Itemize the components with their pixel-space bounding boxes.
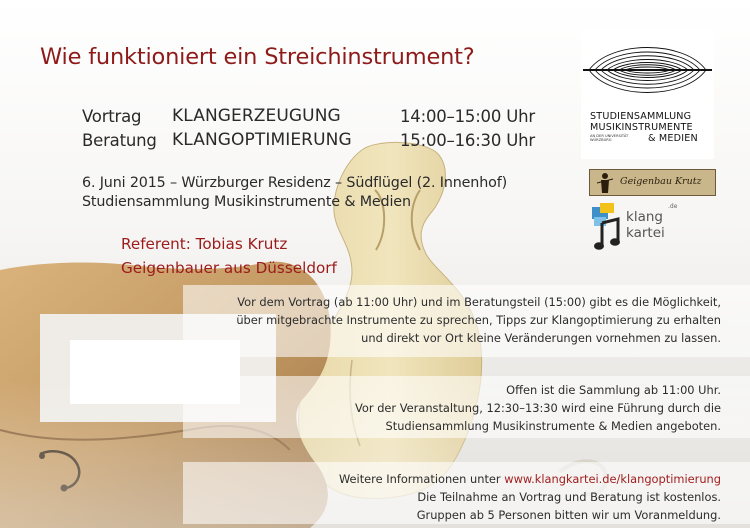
program-time-consultation: 15:00–16:30 Uhr	[400, 131, 535, 150]
lens-emblem-icon	[581, 34, 714, 104]
studiensammlung-logo	[581, 30, 714, 159]
logo-line-3: & MEDIEN	[648, 133, 698, 144]
info-prefix: Weitere Informationen unter	[338, 472, 505, 486]
program-label-talk: Vortrag	[82, 107, 142, 126]
event-organizer: Studiensammlung Musikinstrumente & Medien	[82, 194, 411, 210]
geigenbau-krutz-logo	[589, 169, 716, 196]
info-line: Vor der Veranstaltung, 12:30–13:30 wird eine Führung durch die	[355, 401, 721, 415]
info-line	[339, 471, 721, 489]
krutz-label: Geigenbau Krutz	[620, 176, 702, 187]
speaker-role: Geigenbauer aus Düsseldorf	[121, 259, 337, 277]
info-line: über mitgebrachte Instrumente zu sprechen, Tipps zur Klangoptimierung zu erhalten	[236, 313, 721, 327]
music-note-icon	[592, 201, 626, 253]
more-info-link[interactable]: www.klangkartei.de/klangoptimierung	[504, 472, 721, 486]
logo-small-2: WÜRZBURG	[590, 138, 612, 142]
info-line: Studiensammlung Musikinstrumente & Medien angeboten.	[385, 419, 721, 433]
logo-line-2: MUSIKINSTRUMENTE	[590, 122, 693, 133]
klangkartei-top: klang	[626, 209, 663, 225]
program-label-consultation: Beratung	[82, 131, 157, 150]
info-line: Offen ist die Sammlung ab 11:00 Uhr.	[506, 383, 721, 397]
info-box-contact	[183, 462, 750, 524]
klangkartei-logo	[592, 201, 676, 253]
klangkartei-bottom: kartei	[626, 225, 665, 241]
logo-line-1: STUDIENSAMMLUNG	[590, 111, 692, 122]
info-box-consultation	[183, 285, 750, 357]
event-date-location: 6. Juni 2015 – Würzburger Residenz – Südflügel (2. Innenhof)	[82, 175, 508, 191]
info-line: Vor dem Vortrag (ab 11:00 Uhr) und im Beratungsteil (15:00) gibt es die Möglichkeit,	[237, 295, 721, 309]
page-title: Wie funktioniert ein Streichinstrument?	[40, 44, 475, 70]
info-line: und direkt vor Ort kleine Veränderungen vornehmen zu lassen.	[361, 331, 721, 345]
program-time-talk: 14:00–15:00 Uhr	[400, 107, 535, 126]
klangkartei-domain: .de	[668, 203, 678, 210]
info-box-opening	[183, 376, 750, 438]
violinist-icon	[593, 171, 617, 195]
logo-small-1: AN DER UNIVERSITÄT	[590, 134, 629, 138]
program-topic-consultation: KLANGOPTIMIERUNG	[172, 130, 352, 150]
program-topic-talk: KLANGERZEUGUNG	[172, 106, 341, 126]
info-line: Gruppen ab 5 Personen bitten wir um Voranmeldung.	[416, 508, 721, 522]
info-line: Die Teilnahme an Vortrag und Beratung ist kostenlos.	[417, 490, 721, 504]
speaker-name: Referent: Tobias Krutz	[121, 235, 288, 253]
